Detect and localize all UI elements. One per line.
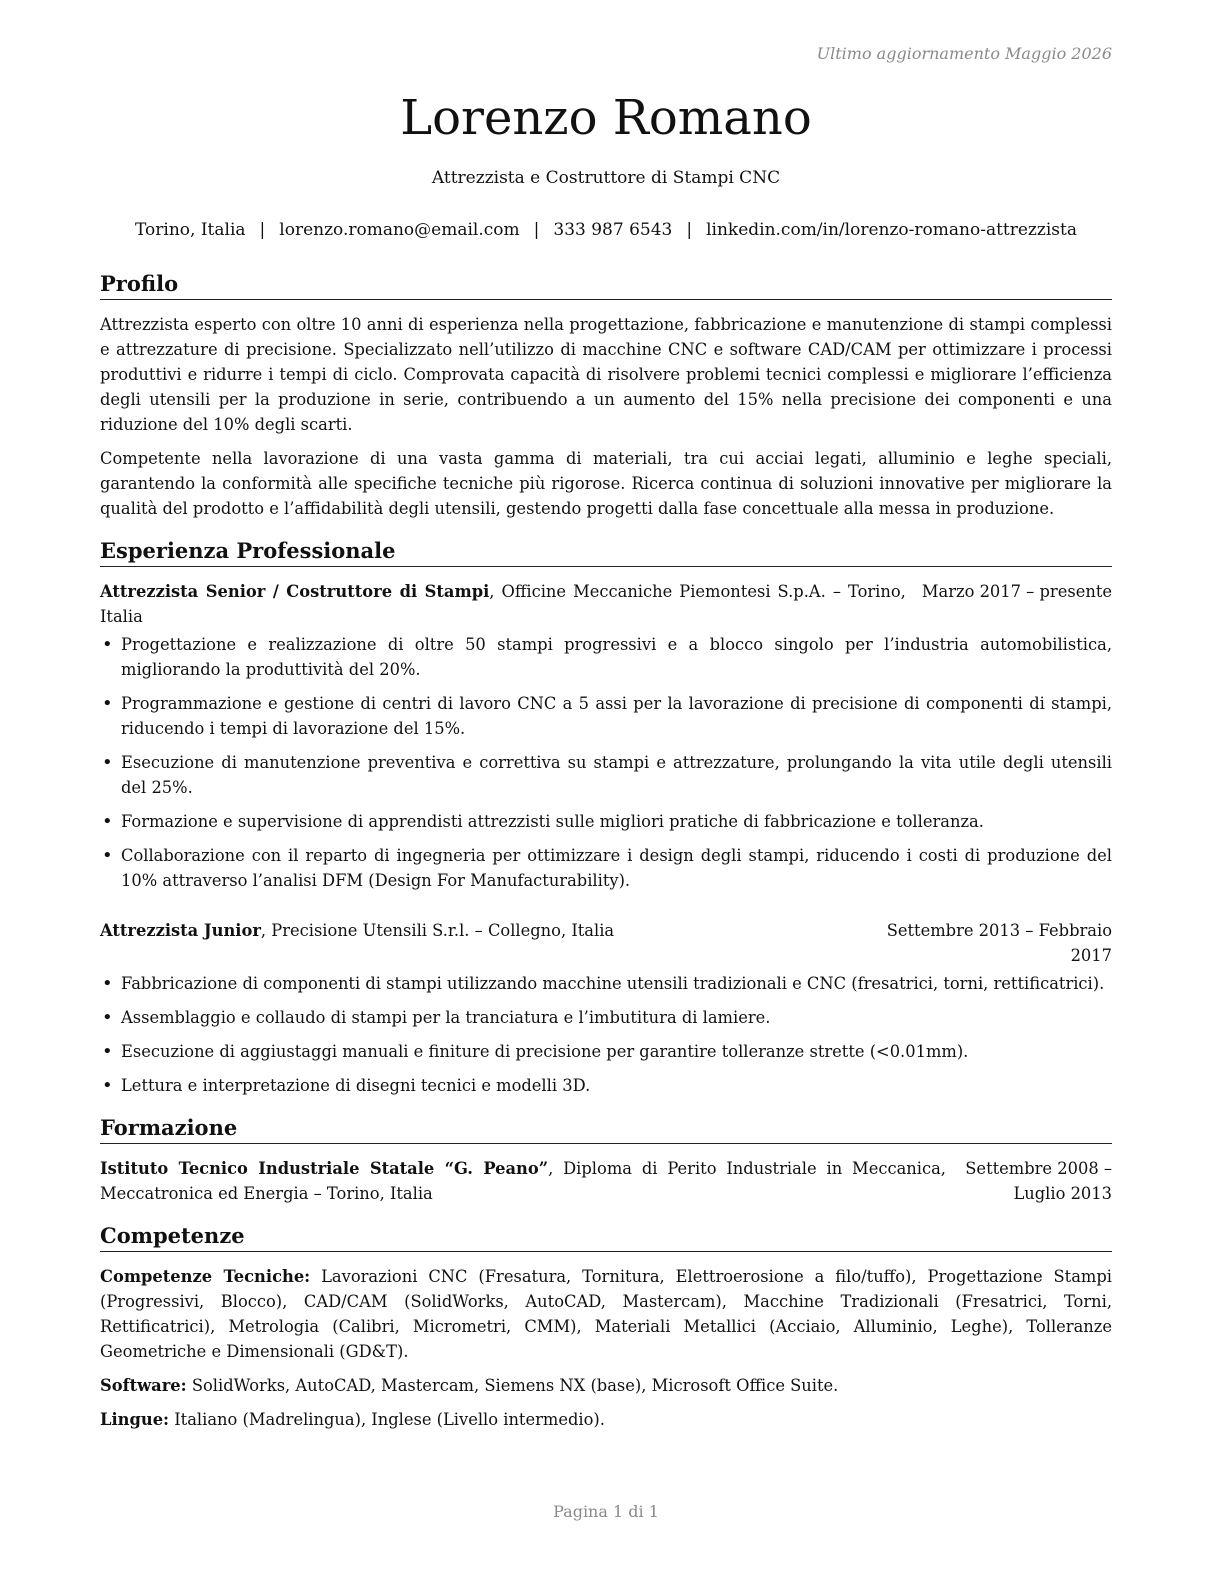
last-updated: Ultimo aggiornamento Maggio 2026 (816, 44, 1112, 63)
skills-section (100, 1222, 1112, 1432)
education-school-degree (100, 1156, 946, 1206)
list-item: • Collaborazione con il reparto di ingegneria per ottimizzare i design degli stampi, riducendo i costi di produzione del 10% attraverso l’analisi DFM (Design For Manufacturability). (100, 843, 1112, 893)
list-item: • Esecuzione di manutenzione preventiva e correttiva su stampi e attrezzature, prolungando la vita utile degli utensili del 25%. (100, 750, 1112, 800)
skill-line (100, 1407, 1112, 1432)
job-role: Attrezzista Junior (100, 921, 261, 940)
profile-paragraph: Competente nella lavorazione di una vasta gamma di materiali, tra cui acciai legati, alluminio e leghe speciali, garantendo la conformità alle specifiche tecniche più rigorose. Ricerca continua di soluzioni innovative per migliorare la qualità del prodotto e l’affidabilità degli utensili, gestendo progetti dalla fase concettuale alla messa in produzione. (100, 449, 1112, 518)
education-school: Istituto Tecnico Industriale Statale “G. Peano” (100, 1159, 549, 1178)
job-role-company (100, 918, 846, 943)
page-number: Pagina 1 di 1 (553, 1502, 659, 1521)
job-entry (100, 579, 1112, 893)
job-entry (100, 918, 1112, 1098)
list-item: • Fabbricazione di componenti di stampi utilizzando macchine utensili tradizionali e CNC (fresatrici, torni, rettificatrici). (100, 971, 1112, 996)
skill-line (100, 1373, 1112, 1398)
list-item: • Assemblaggio e collaudo di stampi per la tranciatura e l’imbutitura di lamiere. (100, 1005, 1112, 1030)
job-role: Attrezzista Senior / Costruttore di Stampi (100, 582, 490, 601)
resume-content (100, 270, 1112, 1448)
job-dates: Settembre 2013 – Febbraio 2017 (886, 921, 1112, 965)
education-section (100, 1114, 1112, 1206)
candidate-name: Lorenzo Romano (400, 90, 812, 146)
section-title-skills: Competenze (100, 1222, 1112, 1252)
contact-separator: | (533, 220, 540, 240)
profile-paragraph: Attrezzista esperto con oltre 10 anni di esperienza nella progettazione, fabbricazione e manutenzione di stampi complessi e attrezzature di precisione. Specializzato nell’utilizzo di macchine CNC e software CAD/CAM per ottimizzare i processi produttivi e ridurre i tempi di ciclo. Comprovata capacità di risolvere problemi tecnici complessi e migliorare l’efficienza degli utensili per la produzione in serie, contribuendo a un aumento del 15% nella precisione dei componenti e una riduzione del 10% degli scarti. (100, 315, 1112, 434)
skill-label: Competenze Tecniche: (100, 1267, 311, 1286)
skill-label: Software: (100, 1376, 187, 1395)
job-header (100, 918, 1112, 968)
skill-text: SolidWorks, AutoCAD, Mastercam, Siemens NX (base), Microsoft Office Suite. (186, 1376, 839, 1395)
job-header (100, 579, 1112, 629)
contact-email[interactable]: lorenzo.romano@email.com (279, 220, 520, 240)
contact-phone[interactable]: 333 987 6543 (553, 220, 673, 240)
list-item: • Progettazione e realizzazione di oltre 50 stampi progressivi e a blocco singolo per l’industria automobilistica, migliorando la produttività del 20%. (100, 632, 1112, 682)
section-title-experience: Esperienza Professionale (100, 537, 1112, 567)
list-item: • Programmazione e gestione di centri di lavoro CNC a 5 assi per la lavorazione di precisione di componenti di stampi, riducendo i tempi di lavorazione del 15%. (100, 691, 1112, 741)
contact-separator: | (686, 220, 693, 240)
job-bullets (100, 971, 1112, 1098)
job-bullets (100, 632, 1112, 893)
spacer (100, 902, 1112, 916)
contact-separator: | (259, 220, 266, 240)
list-item: • Formazione e supervisione di apprendisti attrezzisti sulle migliori pratiche di fabbricazione e tolleranza. (100, 809, 1112, 834)
job-company: , Precisione Utensili S.r.l. – Collegno, Italia (260, 921, 615, 940)
education-entry (100, 1156, 1112, 1206)
list-item: • Lettura e interpretazione di disegni tecnici e modelli 3D. (100, 1073, 1112, 1098)
skill-text: Italiano (Madrelingua), Inglese (Livello intermedio). (169, 1410, 605, 1429)
section-title-education: Formazione (100, 1114, 1112, 1144)
section-title-profile: Profilo (100, 270, 1112, 300)
job-title: Attrezzista e Costruttore di Stampi CNC (431, 168, 781, 188)
job-dates: Marzo 2017 – presente (921, 582, 1112, 601)
skill-label: Lingue: (100, 1410, 170, 1429)
experience-section (100, 537, 1112, 1098)
contact-linkedin[interactable]: linkedin.com/in/lorenzo-romano-attrezzista (706, 220, 1077, 240)
profile-section (100, 270, 1112, 521)
skill-line (100, 1264, 1112, 1364)
contact-city: Torino, Italia (135, 220, 246, 240)
contact-line (100, 220, 1112, 240)
education-degree: , Diploma di Perito Industriale in Meccanica, Meccatronica ed Energia – Torino, Italia (100, 1159, 946, 1203)
skill-text: Lavorazioni CNC (Fresatura, Tornitura, Elettroerosione a filo/tuffo), Progettazione Stampi (Progressivi, Blocco), CAD/CAM (SolidWorks, AutoCAD, Mastercam), Macchine Tradizionali (Fresatrici, Torni, Rettificatrici), Metrologia (Calibri, Micrometri, CMM), Materiali Metallici (Acciaio, Alluminio, Leghe), Tolleranze Geometriche e Dimensionali (GD&T). (100, 1267, 1112, 1361)
resume-page (100, 0, 1112, 1584)
job-role-company (100, 579, 906, 629)
education-dates: Settembre 2008 – Luglio 2013 (965, 1159, 1112, 1203)
job-company: , Officine Meccaniche Piemontesi S.p.A. – Torino, Italia (100, 582, 906, 626)
list-item: • Esecuzione di aggiustaggi manuali e finiture di precisione per garantire tolleranze strette (<0.01mm). (100, 1039, 1112, 1064)
